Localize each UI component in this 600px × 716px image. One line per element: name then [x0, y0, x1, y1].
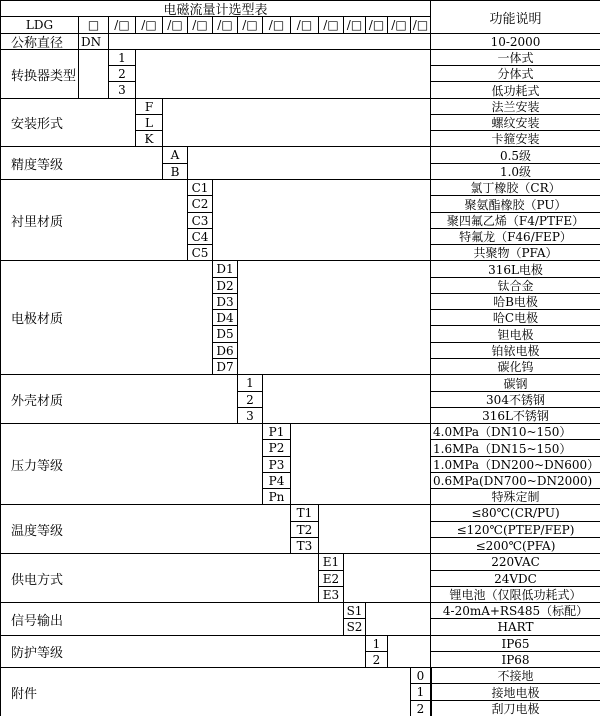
blank-cell	[213, 180, 431, 261]
option-code: P4	[263, 473, 291, 489]
option-code: 1	[238, 375, 263, 392]
model-slot: /□	[344, 17, 366, 34]
option-desc: 铂铱电极	[431, 343, 600, 359]
model-slot: /□	[263, 17, 291, 34]
option-desc: 24VDC	[431, 571, 600, 587]
option-code: 1	[366, 636, 388, 652]
option-desc: 法兰安装	[431, 99, 600, 115]
option-code: S1	[344, 603, 366, 619]
option-code: D7	[213, 359, 238, 375]
section-label: 安装形式	[1, 99, 136, 147]
option-desc: 特氟龙（F46/FEP）	[431, 229, 600, 245]
option-desc: 聚四氟乙烯（F4/PTFE）	[431, 213, 600, 229]
option-desc: 特殊定制	[431, 489, 600, 505]
table-title: 电磁流量计选型表	[1, 1, 431, 17]
model-slot: /□	[319, 17, 344, 34]
option-desc: 螺纹安装	[431, 115, 600, 131]
nominal-label: 公称直径	[1, 34, 79, 50]
option-code: D2	[213, 278, 238, 294]
section-label: 精度等级	[1, 147, 163, 180]
option-desc: 1.0级	[431, 164, 600, 180]
option-code: Pn	[263, 489, 291, 505]
option-desc: HART	[431, 619, 600, 636]
option-desc: 卡箍安装	[431, 131, 600, 147]
section-label: 电极材质	[1, 261, 213, 375]
model-slot: /□	[366, 17, 388, 34]
option-code: 1	[109, 50, 136, 66]
option-desc: 1.6MPa（DN15~150）	[431, 440, 600, 457]
blank-cell	[388, 636, 431, 668]
section-label: 外壳材质	[1, 375, 238, 424]
model-slot: /□	[238, 17, 263, 34]
option-desc: ≤200℃(PFA)	[431, 538, 600, 554]
option-desc: 0.6MPa(DN700~DN2000)	[431, 473, 600, 489]
option-code: K	[136, 131, 163, 147]
nominal-code: DN	[79, 34, 109, 50]
model-slot: /□	[188, 17, 213, 34]
option-code: C2	[188, 196, 213, 213]
option-code: 3	[109, 82, 136, 99]
option-code: C5	[188, 245, 213, 261]
option-desc: 钽电极	[431, 326, 600, 343]
option-code: T1	[291, 505, 319, 522]
model-slot: /□	[163, 17, 188, 34]
option-desc: 分体式	[431, 66, 600, 82]
option-desc: 不接地	[431, 668, 600, 684]
option-desc: 锂电池（仅限低功耗式）	[431, 587, 600, 603]
blank-cell	[79, 50, 109, 99]
option-desc: 哈B电极	[431, 294, 600, 310]
function-header: 功能说明	[431, 1, 600, 34]
option-desc: 低功耗式	[431, 82, 600, 99]
option-desc: 聚氨酯橡胶（PU）	[431, 196, 600, 213]
section-label: 防护等级	[1, 636, 366, 668]
option-code: P1	[263, 424, 291, 440]
option-desc: ≤80℃(CR/PU)	[431, 505, 600, 522]
blank-cell	[109, 34, 431, 50]
option-desc: 接地电极	[431, 684, 600, 701]
option-desc: 304不锈钢	[431, 392, 600, 408]
blank-cell	[188, 147, 431, 180]
option-code: T3	[291, 538, 319, 554]
option-code: D5	[213, 326, 238, 343]
option-code: A	[163, 147, 188, 164]
option-desc: 碳钢	[431, 375, 600, 392]
option-desc: 一体式	[431, 50, 600, 66]
option-desc: 哈C电极	[431, 310, 600, 326]
option-desc: 220VAC	[431, 554, 600, 571]
option-code: S2	[344, 619, 366, 636]
option-code: L	[136, 115, 163, 131]
blank-cell	[319, 505, 431, 554]
option-desc: IP68	[431, 652, 600, 668]
option-desc: 共聚物（PFA）	[431, 245, 600, 261]
option-code: D6	[213, 343, 238, 359]
option-code: T2	[291, 522, 319, 538]
option-desc: 钛合金	[431, 278, 600, 294]
model-slot: /□	[109, 17, 136, 34]
nominal-desc: 10-2000	[431, 34, 600, 50]
blank-cell	[163, 99, 431, 147]
section-label: 衬里材质	[1, 180, 188, 261]
option-desc: IP65	[431, 636, 600, 652]
model-slot: /□	[291, 17, 319, 34]
option-desc: 4-20mA+RS485（标配）	[431, 603, 600, 619]
option-code: F	[136, 99, 163, 115]
model-slot: /□	[136, 17, 163, 34]
model-box: □	[79, 17, 109, 34]
blank-cell	[263, 375, 431, 424]
section-label: 供电方式	[1, 554, 319, 603]
option-desc: 4.0MPa（DN10~150）	[431, 424, 600, 440]
option-code: 1	[411, 684, 431, 701]
section-label: 压力等级	[1, 424, 263, 505]
section-label: 温度等级	[1, 505, 291, 554]
option-code: P3	[263, 457, 291, 473]
option-desc: ≤120℃(PTEP/FEP)	[431, 522, 600, 538]
blank-cell	[136, 50, 431, 99]
option-desc: 碳化钨	[431, 359, 600, 375]
blank-cell	[344, 554, 431, 603]
section-label: 信号输出	[1, 603, 344, 636]
option-code: C3	[188, 213, 213, 229]
section-label: 附件	[1, 668, 411, 716]
model-slot: /□	[411, 17, 431, 34]
model-prefix: LDG	[1, 17, 79, 34]
option-code: C1	[188, 180, 213, 196]
option-code: D4	[213, 310, 238, 326]
option-code: D1	[213, 261, 238, 278]
blank-cell	[366, 603, 431, 636]
option-desc: 刮刀电极	[431, 701, 600, 716]
model-slot: /□	[213, 17, 238, 34]
option-desc: 316L电极	[431, 261, 600, 278]
option-code: E2	[319, 571, 344, 587]
option-code: 2	[238, 392, 263, 408]
blank-cell	[291, 424, 431, 505]
option-desc: 1.0MPa（DN200~DN600）	[433, 458, 600, 472]
section-label: 转换器类型	[1, 50, 79, 99]
option-code: E3	[319, 587, 344, 603]
blank-cell	[238, 261, 431, 375]
option-desc: 氯丁橡胶（CR）	[431, 180, 600, 196]
option-code: 0	[411, 668, 431, 684]
model-slot: /□	[388, 17, 411, 34]
option-code: 2	[366, 652, 388, 668]
option-code: 2	[109, 66, 136, 82]
option-code: D3	[213, 294, 238, 310]
option-code: E1	[319, 554, 344, 571]
option-code: P2	[263, 440, 291, 457]
option-code: B	[163, 164, 188, 180]
option-desc: 0.5级	[431, 147, 600, 164]
option-code: 3	[238, 408, 263, 424]
option-code: 2	[411, 701, 431, 716]
option-code: C4	[188, 229, 213, 245]
option-desc: 316L不锈钢	[431, 408, 600, 424]
